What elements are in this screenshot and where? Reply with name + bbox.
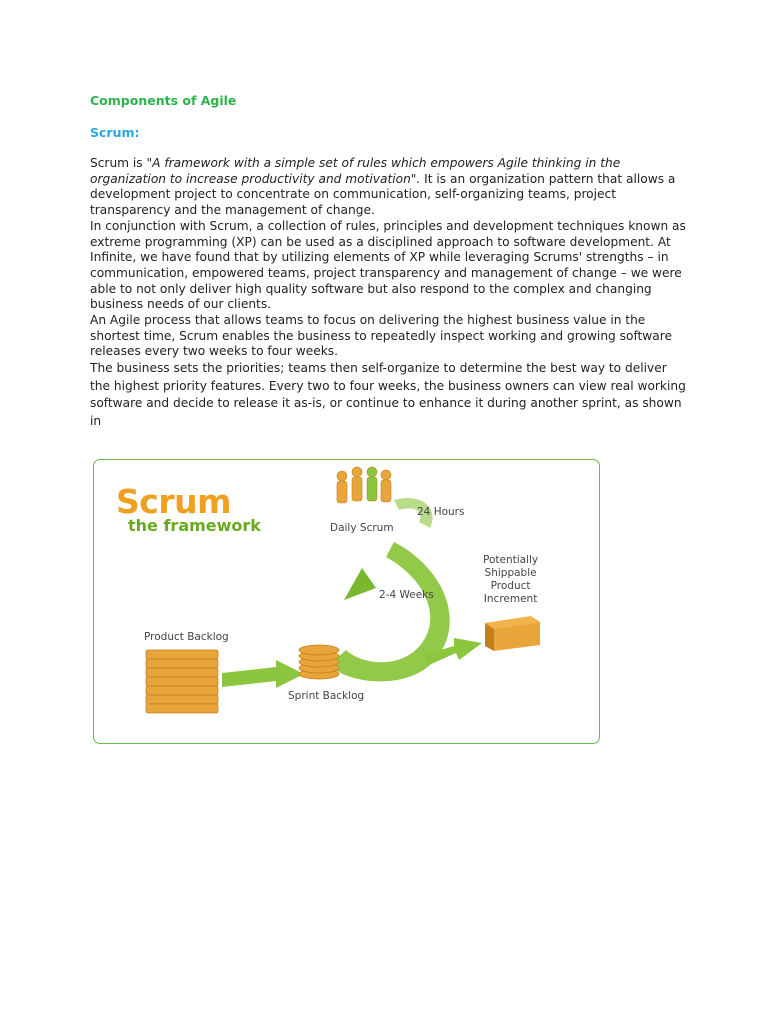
increment-box — [485, 616, 540, 651]
increment-line-3: Product — [490, 580, 531, 592]
figure-subtitle: the framework — [128, 516, 261, 535]
product-backlog-label: Product Backlog — [144, 631, 229, 643]
paragraph-priorities: The business sets the priorities; teams then self-organize to determine the best way to deliver the highest priority features. Every two to four weeks, the business owners can view real working software and decide to release it as-is, or continue to enhance it during another sprint, as shown in — [90, 361, 686, 428]
paragraph-scrum-intro — [90, 156, 690, 360]
backlog-to-sprint-arrow — [222, 660, 304, 688]
loop-arrowhead — [344, 568, 376, 600]
figure-title: Scrum — [116, 482, 231, 521]
scrum-framework-figure — [93, 459, 600, 744]
product-backlog-stack — [146, 650, 218, 713]
increment-line-2: Shippable — [484, 567, 537, 579]
sprint-backlog-label: Sprint Backlog — [288, 690, 365, 702]
para-xp: In conjunction with Scrum, a collection of rules, principles and development techniques known as extreme programming (XP) can be used as a disciplined approach to software development. At Infinite, we have found that by utilizing elements of XP while leveraging Scrums' strengths – in communication, empowered teams, project transparency and management of change – we were able to not only deliver high quality software but also respond to the complex and changing business needs of our clients. — [90, 218, 686, 312]
para-lead: Scrum is — [90, 156, 147, 170]
section-heading: Components of Agile — [90, 93, 237, 108]
section-subheading: Scrum: — [90, 125, 140, 140]
para-quote: "A framework with a simple set of rules which empowers Agile thinking in the organization to increase productivity and motivation". — [90, 156, 621, 186]
increment-label — [483, 554, 538, 606]
increment-line-1: Potentially — [483, 554, 539, 566]
hours-label: 24 Hours — [417, 506, 465, 518]
para-rest: It is an organization pattern that allows a development project to concentrate on communication, self-organizing teams, project transparency and the management of change. — [90, 171, 676, 218]
weeks-label: 2-4 Weeks — [379, 589, 434, 601]
para-agile-process: An Agile process that allows teams to focus on delivering the highest business value in the shortest time, Scrum enables the business to repeatedly inspect working and growing software releases every two weeks to four weeks. — [90, 313, 672, 359]
increment-line-4: Increment — [483, 593, 538, 605]
daily-scrum-label: Daily Scrum — [330, 522, 394, 534]
sprint-backlog-stack — [299, 645, 339, 679]
daily-scrum-people — [337, 467, 391, 503]
